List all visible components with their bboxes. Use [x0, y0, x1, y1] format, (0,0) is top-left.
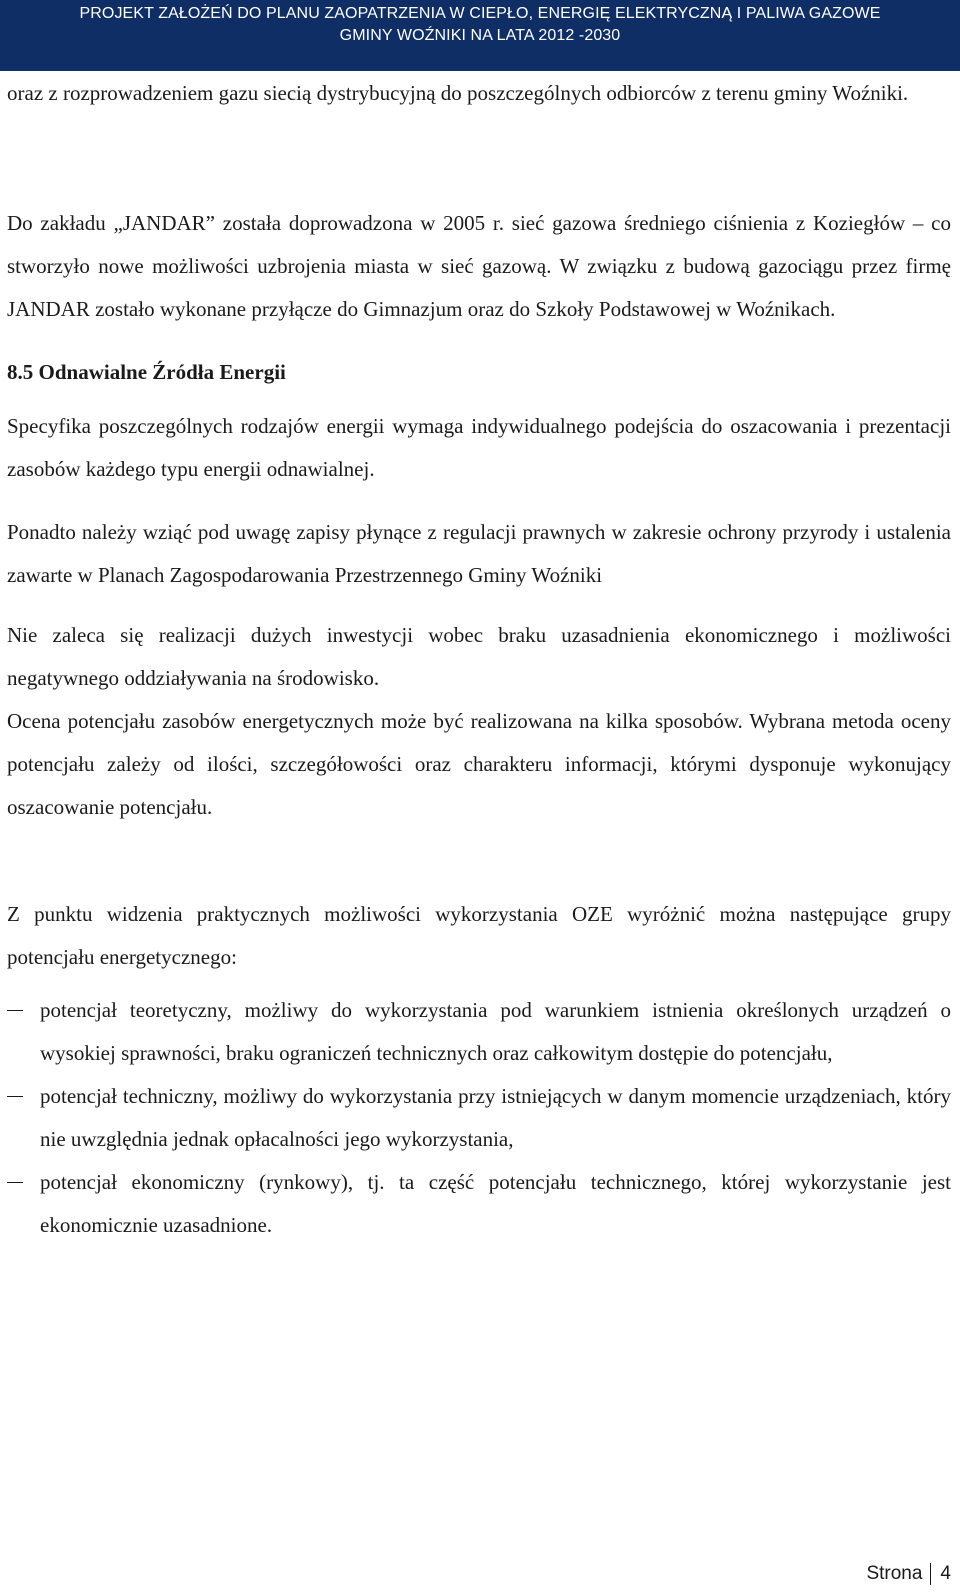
paragraph-jandar: Do zakładu „JANDAR” została doprowadzona w 2005 r. sieć gazowa średniego ciśnienia z Koziegłów – co stworzyło nowe możliwości uzbrojenia miasta w sieć gazową. W związku z budową gazociągu przez firmę JANDAR zostało wykonane przyłącze do Gimnazjum oraz do Szkoły Podstawowej w Woźnikach. — [7, 211, 951, 321]
potential-list — [7, 989, 951, 1247]
paragraph-potential-assessment: Ocena potencjału zasobów energetycznych może być realizowana na kilka sposobów. Wybrana metoda oceny potencjału zależy od ilości, szczegółowości oraz charakteru informacji, którymi dysponuje wykonujący oszacowanie potencjału. — [7, 709, 951, 819]
section-heading-8-5: 8.5 Odnawialne Źródła Energii — [7, 360, 286, 384]
dash-bullet — [7, 1010, 23, 1011]
list-item: potencjał ekonomiczny (rynkowy), tj. ta część potencjału technicznego, której wykorzystanie jest ekonomicznie uzasadnione. — [7, 1161, 951, 1247]
list-item: potencjał techniczny, możliwy do wykorzystania przy istniejących w danym momencie urządzeniach, który nie uwzględnia jednak opłacalności jego wykorzystania, — [7, 1075, 951, 1161]
footer-separator — [930, 1563, 931, 1585]
list-item: potencjał teoretyczny, możliwy do wykorzystania pod warunkiem istnienia określonych urządzeń o wysokiej sprawności, braku ograniczeń technicznych oraz całkowitym dostępie do potencjału, — [7, 989, 951, 1075]
page-number: 4 — [940, 1563, 951, 1584]
paragraph-specificity: Specyfika poszczególnych rodzajów energii wymaga indywidualnego podejścia do oszacowania i prezentacji zasobów każdego typu energii odnawialnej. — [7, 414, 951, 481]
dash-bullet — [7, 1096, 23, 1097]
dash-bullet — [7, 1182, 23, 1183]
paragraph-regulations: Ponadto należy wziąć pod uwagę zapisy płynące z regulacji prawnych w zakresie ochrony przyrody i ustalenia zawarte w Planach Zagospodarowania Przestrzennego Gminy Woźniki — [7, 520, 951, 587]
page-footer — [866, 1563, 951, 1585]
header-title-line-1: PROJEKT ZAŁOŻEŃ DO PLANU ZAOPATRZENIA W CIEPŁO, ENERGIĘ ELEKTRYCZNĄ I PALIWA GAZOWE — [79, 5, 881, 22]
page-header — [0, 0, 960, 71]
paragraph-gas-distribution: oraz z rozprowadzeniem gazu siecią dystrybucyjną do poszczególnych odbiorców z terenu gminy Woźniki. — [7, 81, 909, 105]
page-label: Strona — [866, 1563, 923, 1584]
paragraph-large-investments: Nie zaleca się realizacji dużych inwestycji wobec braku uzasadnienia ekonomicznego i możliwości negatywnego oddziaływania na środowisko. — [7, 623, 951, 690]
document-body — [7, 72, 951, 1247]
paragraph-oze-groups: Z punktu widzenia praktycznych możliwości wykorzystania OZE wyróżnić można następujące grupy potencjału energetycznego: — [7, 902, 951, 969]
header-title-line-2: GMINY WOŹNIKI NA LATA 2012 -2030 — [339, 27, 621, 44]
